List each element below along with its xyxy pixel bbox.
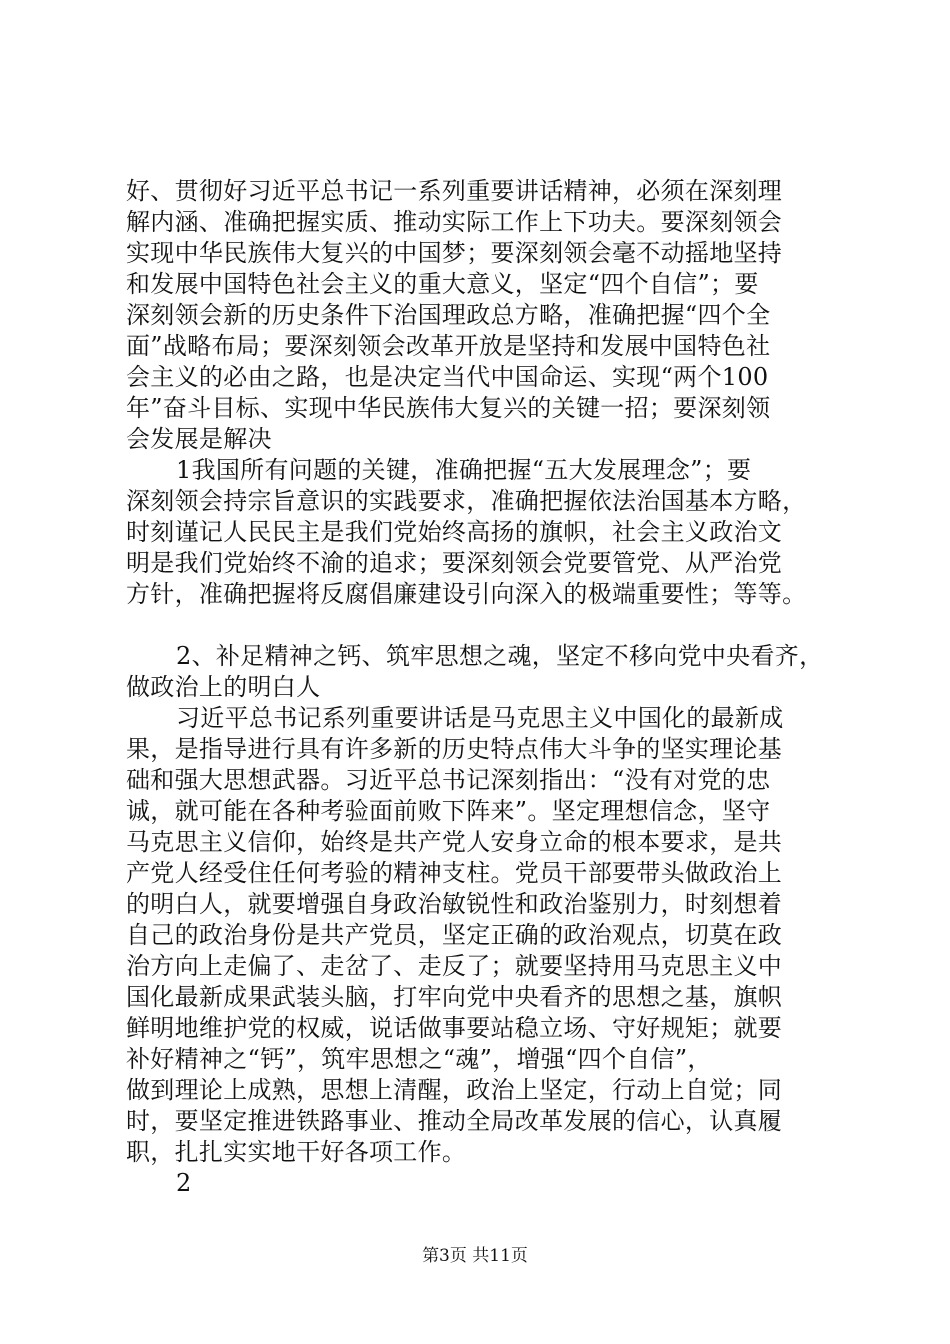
text-line: 础和强大思想武器。习近平总书记深刻指出：“没有对党的忠: [126, 766, 771, 794]
text-line: 2: [176, 1169, 192, 1197]
page-footer: 第3页 共11页: [422, 1246, 528, 1266]
text-line: 1我国所有问题的关键，准确把握“五大发展理念”；要: [176, 456, 752, 484]
text-line: 和发展中国特色社会主义的重大意义，坚定“四个自信”；要: [126, 270, 759, 298]
paragraph-2: [126, 455, 854, 610]
paragraph-1: [126, 176, 854, 455]
text-line: 时，要坚定推进铁路事业、推动全局改革发展的信心，认真履: [126, 1107, 783, 1135]
text-line: 治方向上走偏了、走岔了、走反了；就要坚持用马克思主义中: [126, 952, 783, 980]
text-line: 好、贯彻好习近平总书记一系列重要讲话精神，必须在深刻理: [126, 177, 783, 205]
text-line: 做政治上的明白人: [126, 673, 321, 701]
text-line: 鲜明地维护党的权威，说话做事要站稳立场、守好规矩；就要: [126, 1014, 783, 1042]
text-line: 习近平总书记系列重要讲话是马克思主义中国化的最新成: [176, 704, 784, 732]
text-line: 明是我们党始终不渝的追求；要深刻领会党要管党、从严治党: [126, 549, 783, 577]
text-line: 自己的政治身份是共产党员，坚定正确的政治观点，切莫在政: [126, 921, 783, 949]
text-line: 会主义的必由之路，也是决定当代中国命运、实现“两个100: [126, 363, 769, 391]
text-line: 会发展是解决: [126, 425, 272, 453]
text-line: 国化最新成果武装头脑，打牢向党中央看齐的思想之基，旗帜: [126, 983, 783, 1011]
text-line: 职，扎扎实实地干好各项工作。: [126, 1138, 467, 1166]
text-line: 深刻领会持宗旨意识的实践要求，准确把握依法治国基本方略，: [126, 487, 807, 515]
text-line: 实现中华民族伟大复兴的中国梦；要深刻领会毫不动摇地坚持: [126, 239, 783, 267]
text-line: 马克思主义信仰，始终是共产党人安身立命的根本要求，是共: [126, 828, 783, 856]
text-line: 方针，准确把握将反腐倡廉建设引向深入的极端重要性；等等。: [126, 580, 807, 608]
text-line: 解内涵、准确把握实质、推动实际工作上下功夫。要深刻领会: [126, 208, 783, 236]
text-line: 的明白人，就要增强自身政治敏锐性和政治鉴别力，时刻想着: [126, 890, 783, 918]
paragraph-3: [126, 703, 854, 1168]
text-line: 深刻领会新的历史条件下治国理政总方略，准确把握“四个全: [126, 301, 771, 329]
text-line: 果，是指导进行具有许多新的历史特点伟大斗争的坚实理论基: [126, 735, 783, 763]
text-line: 诚，就可能在各种考验面前败下阵来”。坚定理想信念，坚守: [126, 797, 771, 825]
text-line: 补好精神之“钙”，筑牢思想之“魂”，增强“四个自信”，: [126, 1045, 712, 1073]
text-line: 2、补足精神之钙、筑牢思想之魂，坚定不移向党中央看齐，: [176, 642, 824, 670]
paragraph-gap: [126, 610, 854, 641]
text-line: 做到理论上成熟，思想上清醒，政治上坚定，行动上自觉；同: [126, 1076, 783, 1104]
section-heading: [126, 641, 854, 703]
text-line: 产党人经受住任何考验的精神支柱。党员干部要带头做政治上: [126, 859, 783, 887]
text-line: 时刻谨记人民民主是我们党始终高扬的旗帜，社会主义政治文: [126, 518, 783, 546]
text-line: 年”奋斗目标、实现中华民族伟大复兴的关键一招；要深刻领: [126, 394, 771, 422]
paragraph-4: [126, 1168, 854, 1199]
text-line: 面”战略布局；要深刻领会改革开放是坚持和发展中国特色社: [126, 332, 771, 360]
document-body: [126, 176, 854, 1199]
